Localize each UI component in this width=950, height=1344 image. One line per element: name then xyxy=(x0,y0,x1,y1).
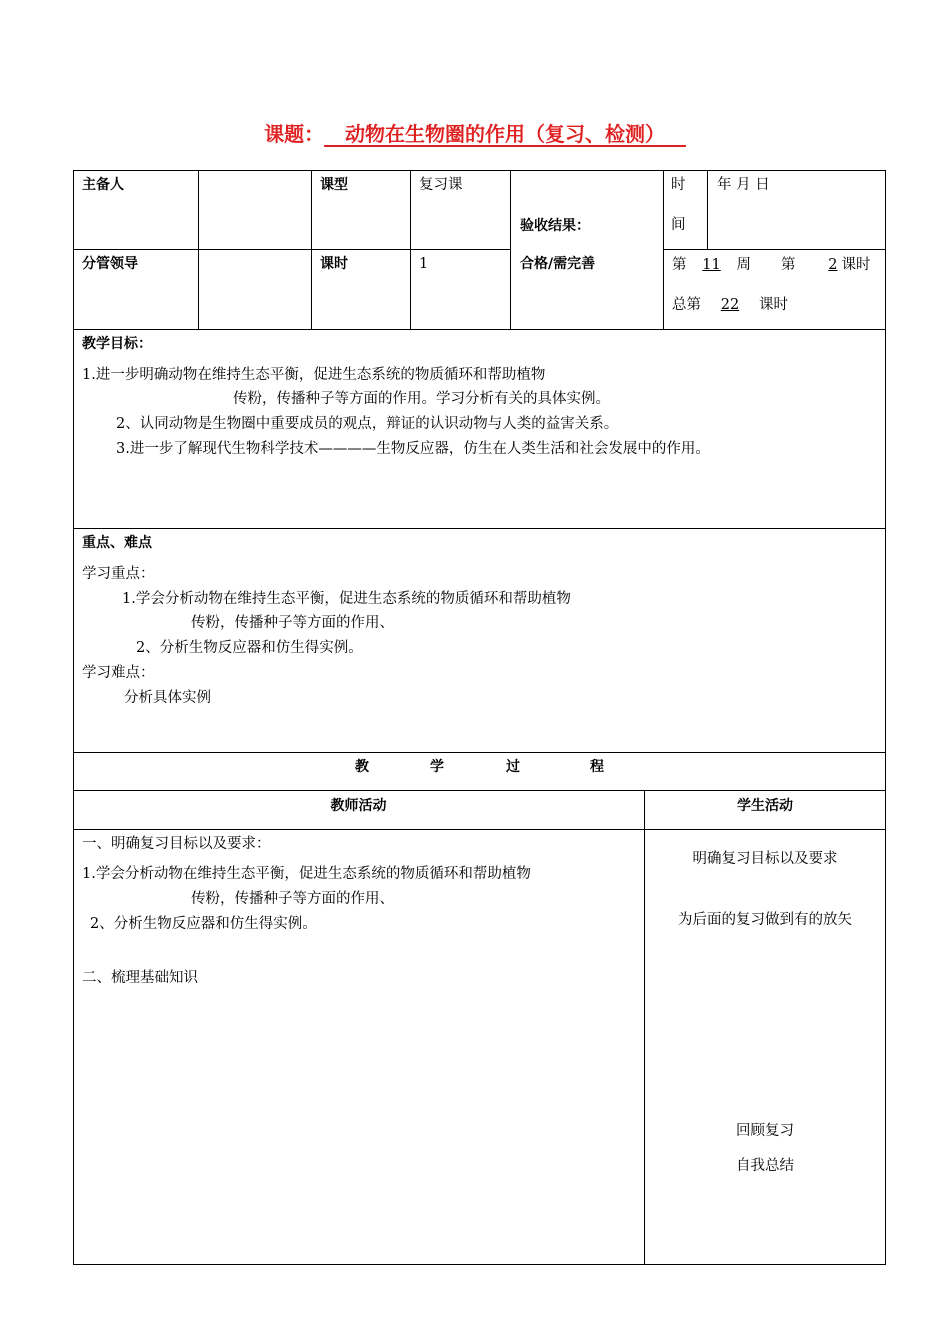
acceptance-label: 验收结果： xyxy=(520,218,590,234)
objectives-heading: 教学目标： xyxy=(82,336,152,352)
document-title xyxy=(0,118,950,147)
teacher-line: 传粉，传播种子等方面的作用、 xyxy=(191,891,394,907)
focus-line: 2、分析生物反应器和仿生得实例。 xyxy=(136,640,363,656)
time-label-2: 间 xyxy=(671,217,686,233)
objective-line: 2、认同动物是生物圈中重要成员的观点，辩证的认识动物与人类的益害关系。 xyxy=(116,416,619,432)
title-prefix: 课题： xyxy=(264,122,325,146)
session-field: 第 2 课时 xyxy=(781,257,871,273)
objective-line: 3.进一步了解现代生物科学技术————生物反应器，仿生在人类生活和社会发展中的作用。 xyxy=(116,441,710,457)
teacher-column-header: 教师活动 xyxy=(330,798,387,814)
student-line: 为后面的复习做到有的放矢 xyxy=(678,912,852,928)
total-field: 总第 22 课时 xyxy=(672,297,788,313)
periods-value: 1 xyxy=(419,256,429,272)
week-field: 第 11 周 xyxy=(672,257,751,273)
teacher-line: 1.学会分析动物在维持生态平衡，促进生态系统的物质循环和帮助植物 xyxy=(82,866,531,882)
key-points-heading: 重点、难点 xyxy=(82,535,152,551)
student-column-header: 学生活动 xyxy=(737,798,793,814)
process-heading-char: 学 xyxy=(430,759,444,775)
leader-label: 分管领导 xyxy=(82,256,138,272)
student-line: 明确复习目标以及要求 xyxy=(692,851,838,867)
focus-line: 传粉，传播种子等方面的作用、 xyxy=(191,615,394,631)
teacher-line: 2、分析生物反应器和仿生得实例。 xyxy=(90,916,317,932)
student-line: 回顾复习 xyxy=(736,1123,794,1139)
total-number: 22 xyxy=(720,297,740,313)
title-topic: 动物在生物圈的作用（复习、检测） xyxy=(345,122,665,146)
periods-label: 课时 xyxy=(320,256,348,272)
objective-line: 1.进一步明确动物在维持生态平衡，促进生态系统的物质循环和帮助植物 xyxy=(82,367,546,383)
lesson-type-label: 课型 xyxy=(320,177,348,193)
difficulty-line: 分析具体实例 xyxy=(124,690,211,706)
student-line: 自我总结 xyxy=(736,1158,794,1174)
process-heading-char: 过 xyxy=(506,759,520,775)
acceptance-value: 合格/需完善 xyxy=(520,256,596,272)
week-number: 11 xyxy=(702,257,721,273)
focus-label: 学习重点： xyxy=(82,566,155,582)
process-heading-char: 程 xyxy=(590,759,604,775)
session-number: 2 xyxy=(828,257,838,273)
lesson-type-value: 复习课 xyxy=(419,177,463,193)
objective-line: 传粉，传播种子等方面的作用。学习分析有关的具体实例。 xyxy=(233,391,610,407)
teacher-line: 二、梳理基础知识 xyxy=(82,970,198,986)
preparer-label: 主备人 xyxy=(82,177,124,193)
focus-line: 1.学会分析动物在维持生态平衡，促进生态系统的物质循环和帮助植物 xyxy=(122,591,571,607)
process-heading-char: 教 xyxy=(355,759,369,775)
date-field: 年 月 日 xyxy=(717,177,770,193)
teacher-line: 一、明确复习目标以及要求： xyxy=(82,836,271,852)
time-label-1: 时 xyxy=(671,177,686,193)
difficulty-label: 学习难点： xyxy=(82,665,155,681)
